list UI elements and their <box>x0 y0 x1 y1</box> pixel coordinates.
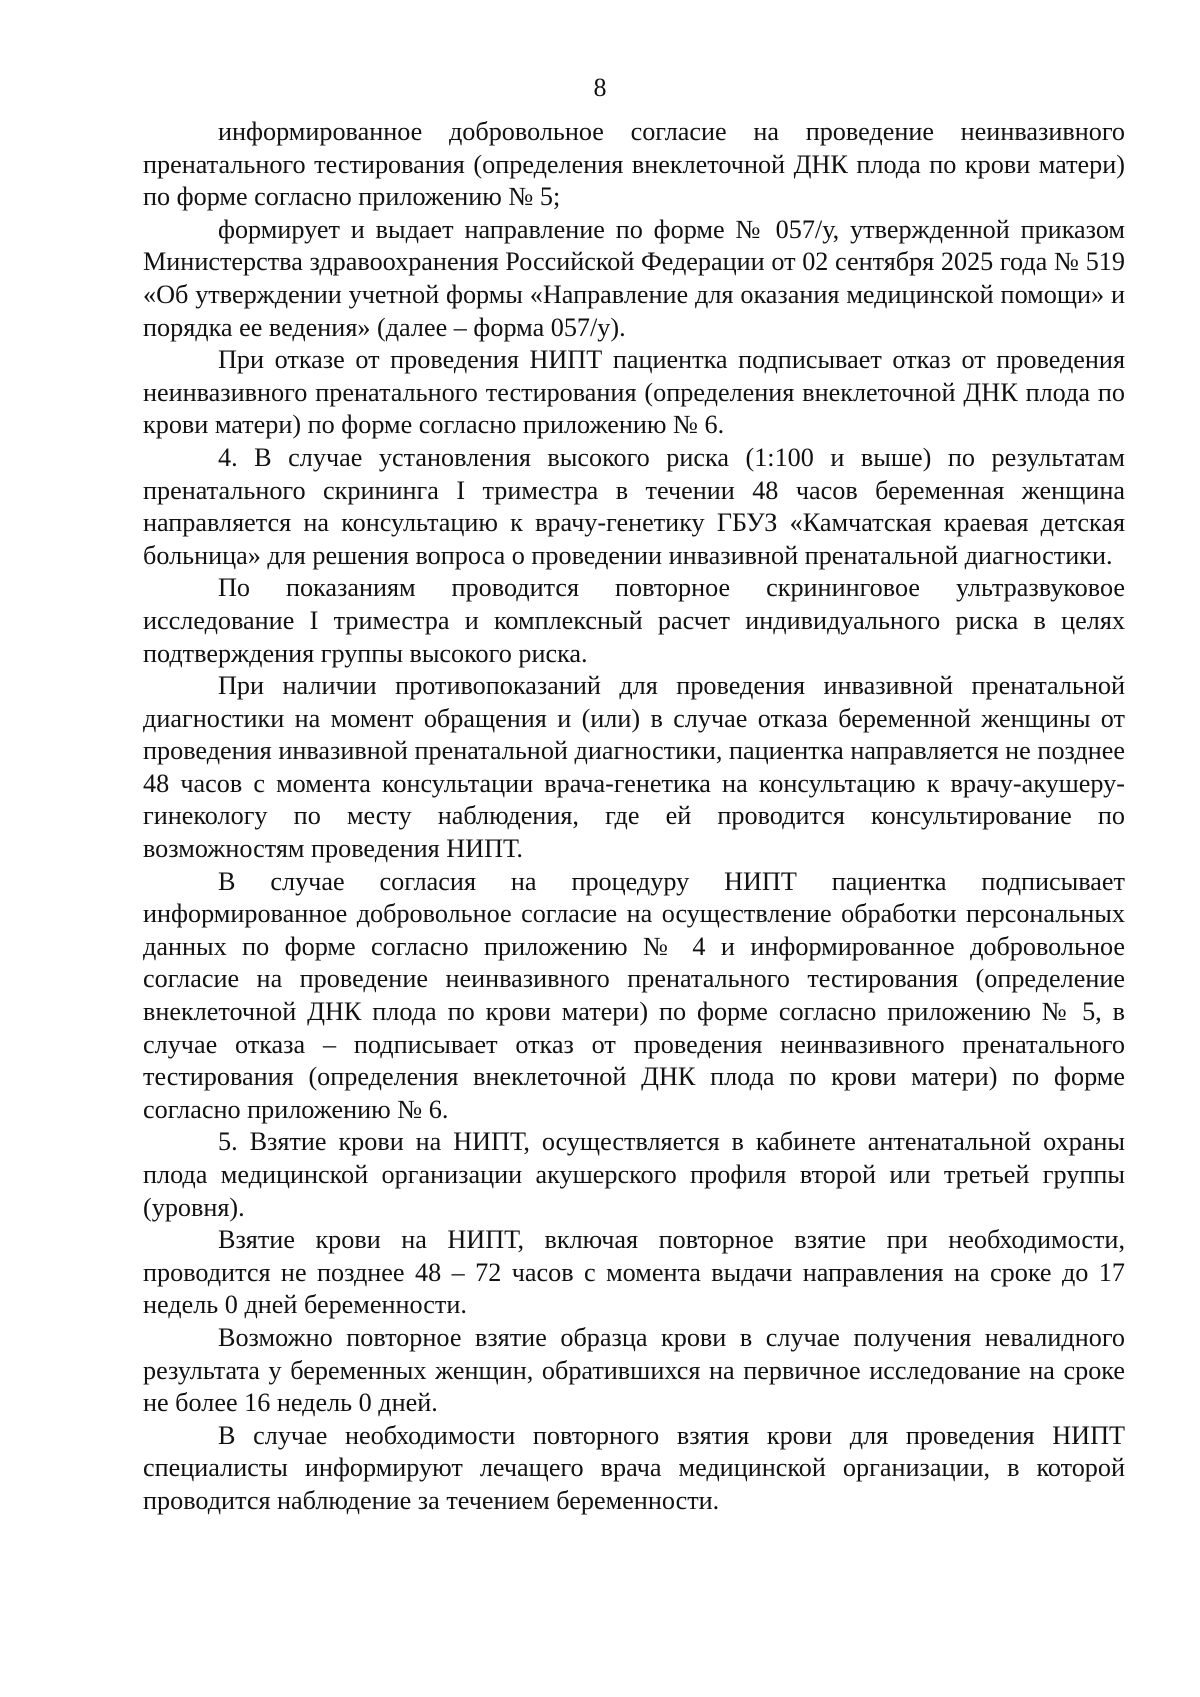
paragraph-consent-nipt: информированное добровольное согласие на проведение неинвазивного пренатального тестирования (определения внеклеточной ДНК плода по крови матери) по форме согласно приложению № 5; <box>143 117 1125 212</box>
paragraph-notification: В случае необходимости повторного взятия крови для проведения НИПТ специалисты информируют лечащего врача медицинской организации, в которой проводится наблюдение за течением беременности. <box>143 1420 1125 1515</box>
paragraph-contraindications: При наличии противопоказаний для проведения инвазивной пренатальной диагностики на момент обращения и (или) в случае отказа беременной женщины от проведения инвазивной пренатальной диагностики, пациентка направляется не позднее 48 часов с момента консультации врача-генетика на консультацию к врачу-акушеру-гинекологу по месту наблюдения, где ей проводится консультирование по возможностям проведения НИПТ. <box>143 671 1125 864</box>
paragraph-referral-form: формирует и выдает направление по форме № 057/у, утвержденной приказом Министерства здравоохранения Российской Федерации от 02 сентября 2025 года № 519 «Об утверждении учетной формы «Направление для оказания медицинской помощи» и порядка ее ведения» (далее – форма 057/у). <box>143 214 1125 342</box>
paragraph-item-5-blood-sampling: 5. Взятие крови на НИПТ, осуществляется в кабинете антенатальной охраны плода медицинской организации акушерского профиля второй или третьей группы (уровня). <box>143 1127 1125 1222</box>
document-body <box>143 116 1125 1518</box>
paragraph-repeat-sampling: Возможно повторное взятие образца крови в случае получения невалидного результата у беременных женщин, обратившихся на первичное исследование на сроке не более 16 недель 0 дней. <box>143 1322 1125 1418</box>
paragraph-item-4-high-risk: 4. В случае установления высокого риска (1:100 и выше) по результатам пренатального скрининга I триместра в течении 48 часов беременная женщина направляется на консультацию к врачу-генетику ГБУЗ «Камчатская краевая детская больница» для решения вопроса о проведении инвазивной пренатальной диагностики. <box>143 442 1125 570</box>
paragraph-sampling-timing: Взятие крови на НИПТ, включая повторное взятие при необходимости, проводится не позднее 48 – 72 часов с момента выдачи направления на сроке до 17 недель 0 дней беременности. <box>143 1225 1125 1320</box>
paragraph-refusal: При отказе от проведения НИПТ пациентка подписывает отказ от проведения неинвазивного пренатального тестирования (определения внеклеточной ДНК плода по крови матери) по форме согласно приложению № 6. <box>143 345 1125 440</box>
page-number: 8 <box>593 73 607 102</box>
paragraph-repeat-screening: По показаниям проводится повторное скрининговое ультразвуковое исследование I триместра и комплексный расчет индивидуального риска в целях подтверждения группы высокого риска. <box>143 573 1125 668</box>
paragraph-consent-procedure: В случае согласия на процедуру НИПТ пациентка подписывает информированное добровольное согласие на осуществление обработки персональных данных по форме согласно приложению № 4 и информированное добровольное согласие на проведение неинвазивного пренатального тестирования (определение внеклеточной ДНК плода по крови матери) по форме согласно приложению № 5, в случае отказа – подписывает отказ от проведения неинвазивного пренатального тестирования (определения внеклеточной ДНК плода по крови матери) по форме согласно приложению № 6. <box>143 866 1125 1124</box>
